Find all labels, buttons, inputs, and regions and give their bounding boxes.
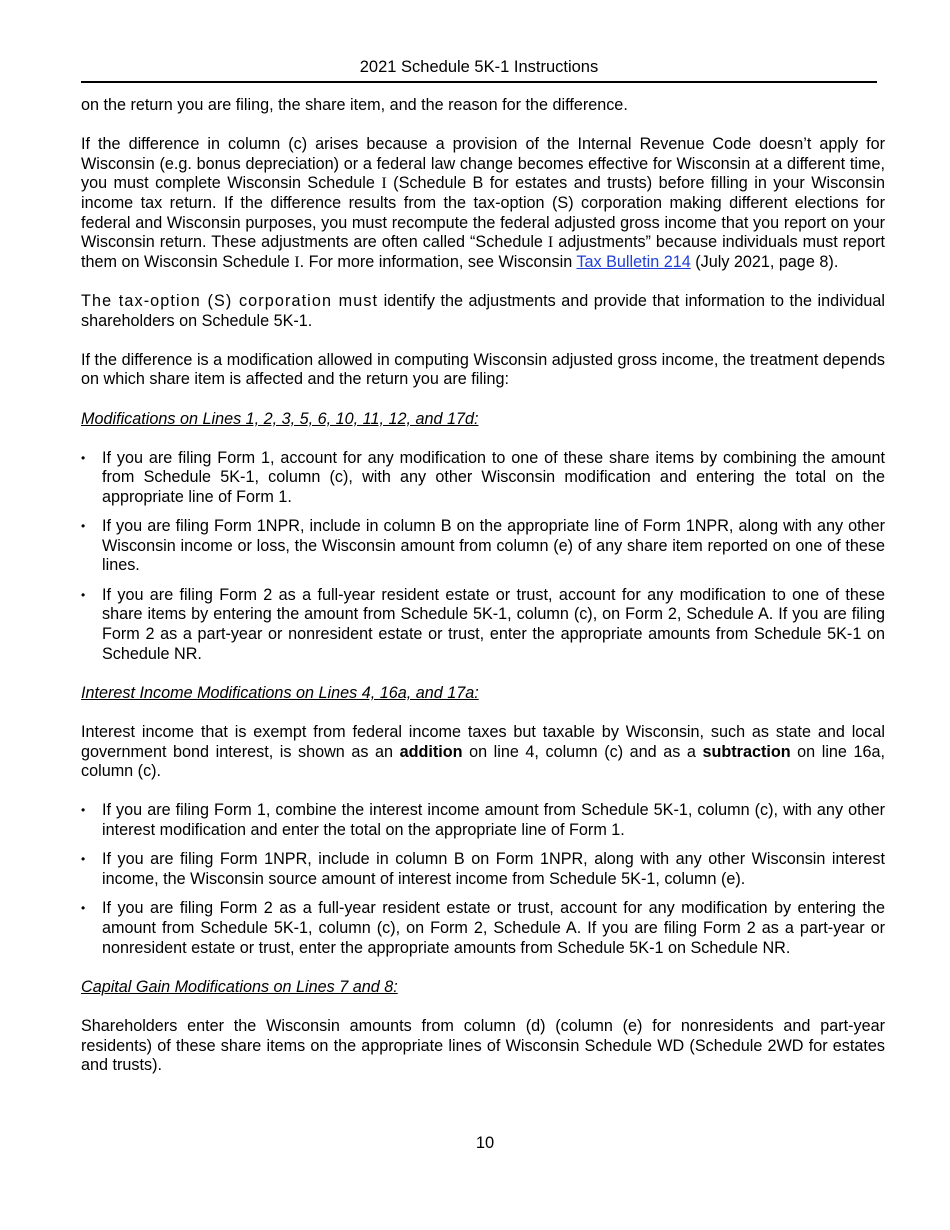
identify-spaced-text: The tax-option (S) corporation must [81, 291, 379, 310]
list-item [81, 899, 885, 958]
interest-intro-text-2: on line 4, column (c) and as a [462, 742, 703, 761]
schedule-i-label: I [294, 252, 300, 271]
capital-gain-heading [81, 978, 885, 998]
identify-rest-text: identify the adjustments and provide that information to the individual shareholders on Schedule 5K-1. [81, 291, 885, 330]
bullet-icon: • [81, 450, 86, 465]
document-title: 2021 Schedule 5K-1 Instructions [359, 58, 599, 76]
column-c-text-5: (July 2021, page 8). [690, 252, 839, 271]
column-c-text-2: (Schedule B for estates and trusts) before filling in your Wisconsin income tax return. If the difference results from the tax-option (S) corporation making different elections for federal and Wisconsin purposes, you must recompute the federal adjusted gross income that you report on your Wisconsin return. These adjustments are often called “Schedule [81, 174, 885, 252]
page-content [81, 96, 885, 1095]
addition-bold: addition [399, 742, 463, 761]
interest-intro-paragraph [81, 723, 885, 782]
modifications-bullet-list [81, 449, 885, 665]
list-item [81, 586, 885, 664]
list-item-text: If you are filing Form 1, combine the interest income amount from Schedule 5K-1, column (c), with any other interest modification and enter the total on the appropriate line of Form 1. [102, 801, 885, 839]
identify-adjustments-paragraph [81, 292, 885, 331]
capital-gain-paragraph: Shareholders enter the Wisconsin amounts from column (d) (column (e) for nonresidents and part-year residents) of these share items on the appropriate lines of Wisconsin Schedule WD (Schedule 2WD for estates and trusts). [81, 1016, 885, 1075]
list-item-text: If you are filing Form 2 as a full-year resident estate or trust, account for any modification to one of these share items by entering the amount from Schedule 5K-1, column (c), on Form 2, Schedule A. If you are filing Form 2 as a part-year or nonresident estate or trust, enter the appropriate amounts from Schedule 5K-1 on Schedule NR. [102, 585, 885, 663]
interest-intro-text-3: on line 16a, column (c). [81, 742, 886, 781]
modifications-heading-text: Modifications on Lines 1, 2, 3, 5, 6, 10, 11, 12, and 17d: [81, 409, 479, 428]
list-item-text: If you are filing Form 1, account for any modification to one of these share items by combining the amount from Schedule 5K-1, column (c), with any other Wisconsin modification and entering the total on the appropriate line of Form 1. [102, 448, 885, 506]
interest-intro-text-1: Interest income that is exempt from federal income taxes but taxable by Wisconsin, such as state and local government bond interest, is shown as an [81, 723, 885, 761]
schedule-i-label: I [547, 233, 554, 252]
column-c-paragraph [81, 135, 885, 272]
modifications-heading [81, 410, 885, 430]
capital-gain-heading-text: Capital Gain Modifications on Lines 7 and 8: [81, 977, 398, 996]
interest-bullet-list [81, 801, 885, 958]
bullet-icon: • [81, 803, 86, 818]
list-item-text: If you are filing Form 1NPR, include in column B on Form 1NPR, along with any other Wisconsin interest income, the Wisconsin source amount of interest income from Schedule 5K-1, column (e). [102, 850, 885, 888]
column-c-text-3: adjustments” because individuals must report them on Wisconsin Schedule [81, 233, 885, 271]
list-item-text: If you are filing Form 1NPR, include in column B on the appropriate line of Form 1NPR, along with any other Wisconsin income or loss, the Wisconsin amount from column (e) of any share item reported on one of these lines. [102, 517, 885, 575]
bullet-icon: • [81, 901, 86, 916]
modification-paragraph: If the difference is a modification allowed in computing Wisconsin adjusted gross income, the treatment depends on which share item is affected and the return you are filing: [81, 350, 885, 389]
list-item-text: If you are filing Form 2 as a full-year resident estate or trust, account for any modification by entering the amount from Schedule 5K-1, column (c), on Form 2, Schedule A. If you are filing Form 2 as a part-year or nonresident estate or trust, enter the appropriate amounts from Schedule 5K-1 on Schedule NR. [102, 899, 885, 957]
list-item [81, 850, 885, 889]
column-c-text-4: . For more information, see Wisconsin [299, 252, 577, 271]
bullet-icon: • [81, 852, 86, 867]
subtraction-bold: subtraction [702, 742, 791, 761]
bullet-icon: • [81, 587, 86, 602]
interest-heading-text: Interest Income Modifications on Lines 4, 16a, and 17a: [81, 683, 479, 702]
interest-heading [81, 684, 885, 704]
page-number: 10 [475, 1134, 495, 1152]
schedule-i-label: I [381, 174, 387, 193]
column-c-text-1: If the difference in column (c) arises because a provision of the Internal Revenue Code doesn’t apply for Wisconsin (e.g. bonus depreciation) or a federal law change becomes effective for Wisconsin at a different time, you must complete Wisconsin Schedule [81, 135, 885, 193]
list-item [81, 517, 885, 576]
list-item [81, 449, 885, 508]
page-header [81, 57, 877, 83]
tax-bulletin-214-link[interactable]: Tax Bulletin 214 [576, 252, 691, 271]
bullet-icon: • [81, 519, 86, 534]
continuation-paragraph: on the return you are filing, the share item, and the reason for the difference. [81, 96, 628, 114]
list-item [81, 801, 885, 840]
